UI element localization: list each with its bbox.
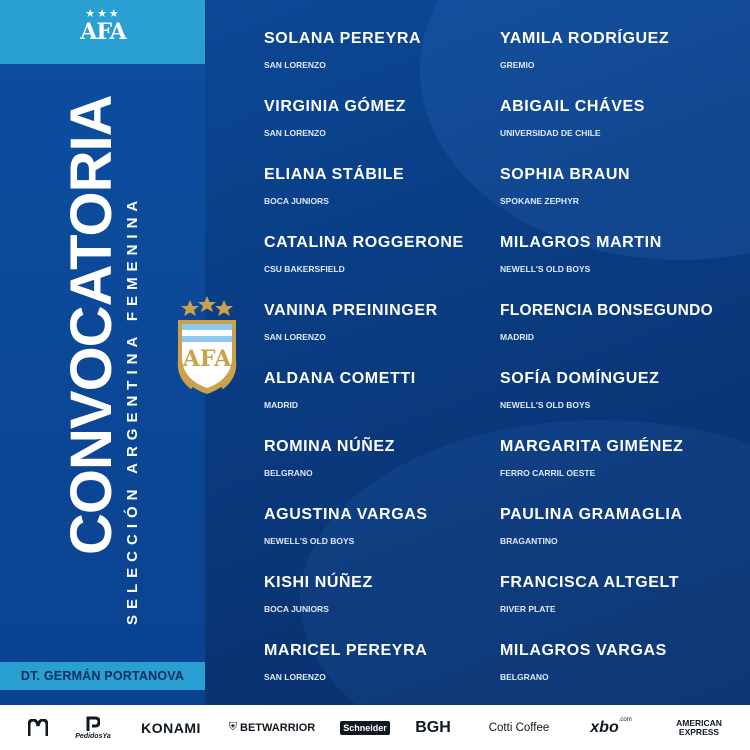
player-entry xyxy=(264,642,427,682)
player-club: RIVER PLATE xyxy=(500,604,556,614)
player-club: SAN LORENZO xyxy=(264,60,326,70)
bgh-logo xyxy=(408,705,458,750)
player-name: YAMILA RODRÍGUEZ xyxy=(500,30,670,47)
konami-logo xyxy=(135,705,207,750)
xbo-text: xbo xyxy=(590,718,619,736)
player-entry xyxy=(500,302,713,342)
player-club: BELGRANO xyxy=(500,672,549,682)
player-entry xyxy=(500,30,669,70)
bgh-text: BGH xyxy=(415,718,451,736)
cotti-coffee-logo xyxy=(478,705,560,750)
player-name: KISHI NÚÑEZ xyxy=(264,574,373,591)
betwarrior-logo xyxy=(222,705,322,750)
player-name: ABIGAIL CHÁVES xyxy=(500,98,646,115)
player-entry xyxy=(264,166,404,206)
amex-line1: AMERICAN xyxy=(676,717,722,728)
player-club: SAN LORENZO xyxy=(264,672,326,682)
player-entry xyxy=(500,166,630,206)
player-name: FLORENCIA BONSEGUNDO xyxy=(500,302,713,319)
player-name: ALDANA COMETTI xyxy=(264,370,416,387)
player-club: NEWELL'S OLD BOYS xyxy=(264,536,355,546)
afa-logo xyxy=(75,8,131,58)
player-club: BOCA JUNIORS xyxy=(264,604,329,614)
pedidosya-text: PedidosYa xyxy=(75,732,111,740)
xbo-logo xyxy=(580,705,642,750)
logo-band xyxy=(0,0,205,64)
player-entry xyxy=(264,98,406,138)
player-club: BOCA JUNIORS xyxy=(264,196,329,206)
player-entry xyxy=(264,370,416,410)
player-name: SOFÍA DOMÍNGUEZ xyxy=(500,370,660,387)
cotti-coffee-text: Cotti Coffee xyxy=(488,721,550,734)
american-express-logo xyxy=(660,705,738,750)
player-name: ROMINA NÚÑEZ xyxy=(264,438,396,455)
player-entry xyxy=(264,574,373,614)
player-club: BRAGANTINO xyxy=(500,536,558,546)
player-club: NEWELL'S OLD BOYS xyxy=(500,264,591,274)
player-club: MADRID xyxy=(500,332,534,342)
player-name: CATALINA ROGGERONE xyxy=(264,234,464,251)
pedidosya-icon xyxy=(86,716,100,732)
player-club: FERRO CARRIL OESTE xyxy=(500,468,596,478)
player-entry xyxy=(500,438,684,478)
player-club: SAN LORENZO xyxy=(264,128,326,138)
player-entry xyxy=(500,506,683,546)
konami-text: KONAMI xyxy=(141,719,201,736)
player-entry xyxy=(500,574,679,614)
schneider-text: Schneider xyxy=(340,721,390,735)
player-name: MARGARITA GIMÉNEZ xyxy=(500,438,684,455)
player-club: NEWELL'S OLD BOYS xyxy=(500,400,591,410)
player-entry xyxy=(500,642,667,682)
three-stars-icon: ★★★ xyxy=(85,8,121,20)
page-subtitle: SELECCIÓN ARGENTINA FEMENINA xyxy=(124,194,141,625)
pedidosya-logo xyxy=(68,705,118,750)
player-entry xyxy=(264,506,428,546)
player-entry xyxy=(500,370,660,410)
schneider-logo xyxy=(335,705,395,750)
sponsor-bar xyxy=(0,705,750,750)
player-name: PAULINA GRAMAGLIA xyxy=(500,506,683,523)
player-club: CSU BAKERSFIELD xyxy=(264,264,345,274)
player-entry xyxy=(500,234,662,274)
amex-line2: EXPRESS xyxy=(678,726,720,737)
player-entry xyxy=(264,302,438,342)
player-entry xyxy=(264,234,464,274)
player-entry xyxy=(264,30,421,70)
title-block xyxy=(60,95,150,625)
player-entry xyxy=(264,438,395,478)
betwarrior-text: BETWARRIOR xyxy=(240,721,316,734)
page-title: CONVOCATORIA xyxy=(59,95,124,555)
afa-crest-icon xyxy=(172,296,242,396)
player-name: VANINA PREININGER xyxy=(264,302,438,319)
player-entry xyxy=(500,98,645,138)
player-club: SPOKANE ZEPHYR xyxy=(500,196,579,206)
afa-logo-text: AFA xyxy=(80,19,126,45)
mcdonalds-logo-icon xyxy=(18,705,58,750)
coach-label: DT. GERMÁN PORTANOVA xyxy=(0,662,205,690)
player-club: BELGRANO xyxy=(264,468,313,478)
player-club: UNIVERSIDAD DE CHILE xyxy=(500,128,601,138)
player-name: AGUSTINA VARGAS xyxy=(264,506,428,523)
helmet-icon: ⛨ xyxy=(228,721,238,733)
player-name: SOLANA PEREYRA xyxy=(264,30,422,47)
player-name: SOPHIA BRAUN xyxy=(500,166,631,183)
player-name: FRANCISCA ALTGELT xyxy=(500,574,680,591)
player-name: VIRGINIA GÓMEZ xyxy=(264,98,407,115)
svg-text:AFA: AFA xyxy=(182,346,232,372)
player-name: MILAGROS VARGAS xyxy=(500,642,667,659)
player-name: MILAGROS MARTIN xyxy=(500,234,662,251)
player-club: MADRID xyxy=(264,400,298,410)
player-club: SAN LORENZO xyxy=(264,332,326,342)
player-name: ELIANA STÁBILE xyxy=(264,166,405,183)
player-name: MARICEL PEREYRA xyxy=(264,642,428,659)
xbo-suffix: .com xyxy=(618,717,632,723)
player-club: GREMIO xyxy=(500,60,535,70)
